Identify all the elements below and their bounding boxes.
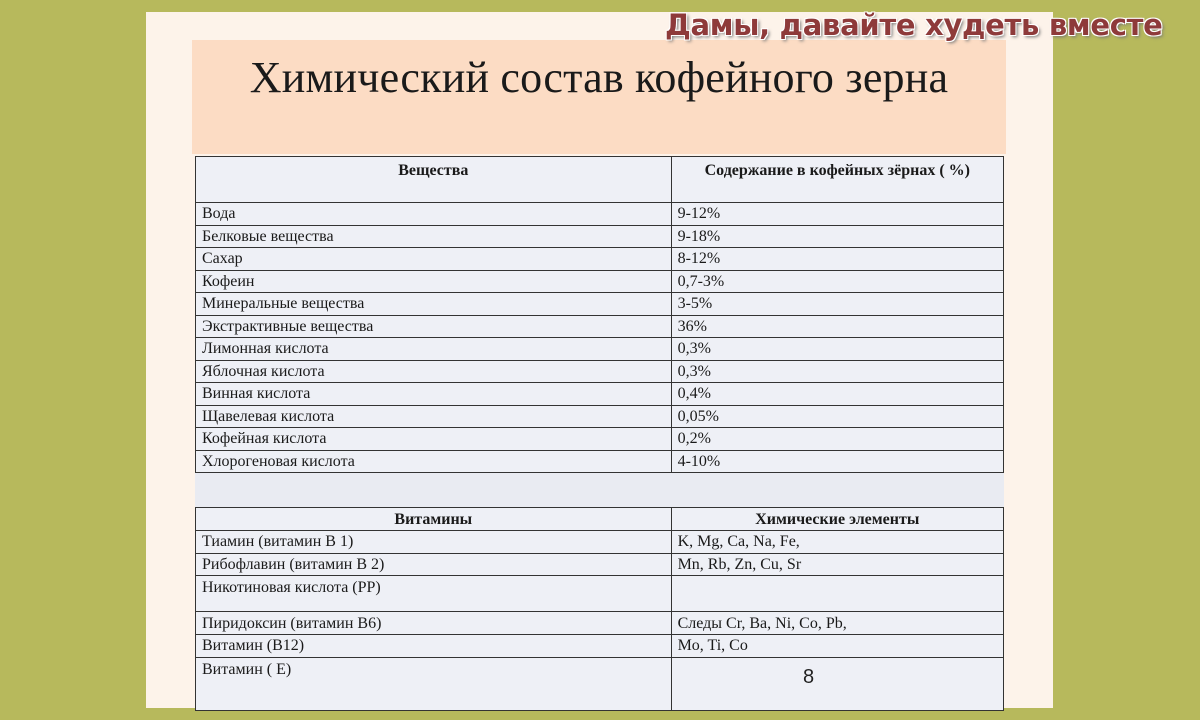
table-row bbox=[196, 203, 1004, 226]
content-cell: 0,4% bbox=[671, 383, 1003, 406]
substance-cell: Вода bbox=[196, 203, 672, 226]
element-cell: Mn, Rb, Zn, Cu, Sr bbox=[671, 553, 1003, 576]
column-header-substances: Вещества bbox=[196, 157, 672, 203]
substance-cell: Щавелевая кислота bbox=[196, 405, 672, 428]
table-row bbox=[196, 612, 1004, 635]
table-row bbox=[196, 248, 1004, 271]
vitamin-cell: Рибофлавин (витамин В 2) bbox=[196, 553, 672, 576]
content-cell: 4-10% bbox=[671, 450, 1003, 473]
title-band bbox=[192, 40, 1006, 154]
content-cell: 0,05% bbox=[671, 405, 1003, 428]
composition-table bbox=[195, 156, 1004, 473]
table-row bbox=[196, 553, 1004, 576]
table-row bbox=[196, 657, 1004, 710]
vitamin-cell: Тиамин (витамин В 1) bbox=[196, 531, 672, 554]
column-header-elements: Химические элементы bbox=[671, 508, 1003, 531]
table-spacer bbox=[195, 473, 1004, 507]
table-row bbox=[196, 360, 1004, 383]
table-row bbox=[196, 338, 1004, 361]
table-row bbox=[196, 270, 1004, 293]
substance-cell: Кофеин bbox=[196, 270, 672, 293]
content-cell: 9-18% bbox=[671, 225, 1003, 248]
element-cell: Следы Cr, Ba, Ni, Co, Pb, bbox=[671, 612, 1003, 635]
content-cell: 0,2% bbox=[671, 428, 1003, 451]
vitamin-cell: Витамин (В12) bbox=[196, 635, 672, 658]
content-cell: 8-12% bbox=[671, 248, 1003, 271]
table-row bbox=[196, 405, 1004, 428]
content-cell: 0,7-3% bbox=[671, 270, 1003, 293]
table-row bbox=[196, 635, 1004, 658]
table-row bbox=[196, 315, 1004, 338]
content-cell: 9-12% bbox=[671, 203, 1003, 226]
substance-cell: Яблочная кислота bbox=[196, 360, 672, 383]
element-cell: Mo, Ti, Co bbox=[671, 635, 1003, 658]
page-number: 8 bbox=[803, 666, 815, 688]
column-header-vitamins: Витамины bbox=[196, 508, 672, 531]
table-row bbox=[196, 428, 1004, 451]
vitamin-cell: Пиридоксин (витамин В6) bbox=[196, 612, 672, 635]
substance-cell: Лимонная кислота bbox=[196, 338, 672, 361]
vitamins-elements-table bbox=[195, 507, 1004, 711]
vitamin-cell: Никотиновая кислота (РР) bbox=[196, 576, 672, 612]
vitamin-cell: Витамин ( Е) bbox=[196, 657, 672, 710]
content-cell: 0,3% bbox=[671, 338, 1003, 361]
element-cell bbox=[671, 576, 1003, 612]
slide-title: Химический состав кофейного зерна bbox=[249, 53, 949, 102]
element-cell bbox=[671, 657, 1003, 710]
content-cell: 3-5% bbox=[671, 293, 1003, 316]
table-row bbox=[196, 225, 1004, 248]
table-row bbox=[196, 576, 1004, 612]
table-row bbox=[196, 383, 1004, 406]
substance-cell: Минеральные вещества bbox=[196, 293, 672, 316]
content-cell: 0,3% bbox=[671, 360, 1003, 383]
substance-cell: Кофейная кислота bbox=[196, 428, 672, 451]
column-header-content: Содержание в кофейных зёрнах ( %) bbox=[671, 157, 1003, 203]
substance-cell: Хлорогеновая кислота bbox=[196, 450, 672, 473]
element-cell: K, Mg, Ca, Na, Fe, bbox=[671, 531, 1003, 554]
table-header-row bbox=[196, 157, 1004, 203]
substance-cell: Белковые вещества bbox=[196, 225, 672, 248]
substance-cell: Экстрактивные вещества bbox=[196, 315, 672, 338]
table-header-row bbox=[196, 508, 1004, 531]
table-row bbox=[196, 531, 1004, 554]
content-cell: 36% bbox=[671, 315, 1003, 338]
substance-cell: Сахар bbox=[196, 248, 672, 271]
table-row bbox=[196, 293, 1004, 316]
table-row bbox=[196, 450, 1004, 473]
substance-cell: Винная кислота bbox=[196, 383, 672, 406]
watermark: Дамы, давайте худеть вместе bbox=[665, 8, 1163, 42]
